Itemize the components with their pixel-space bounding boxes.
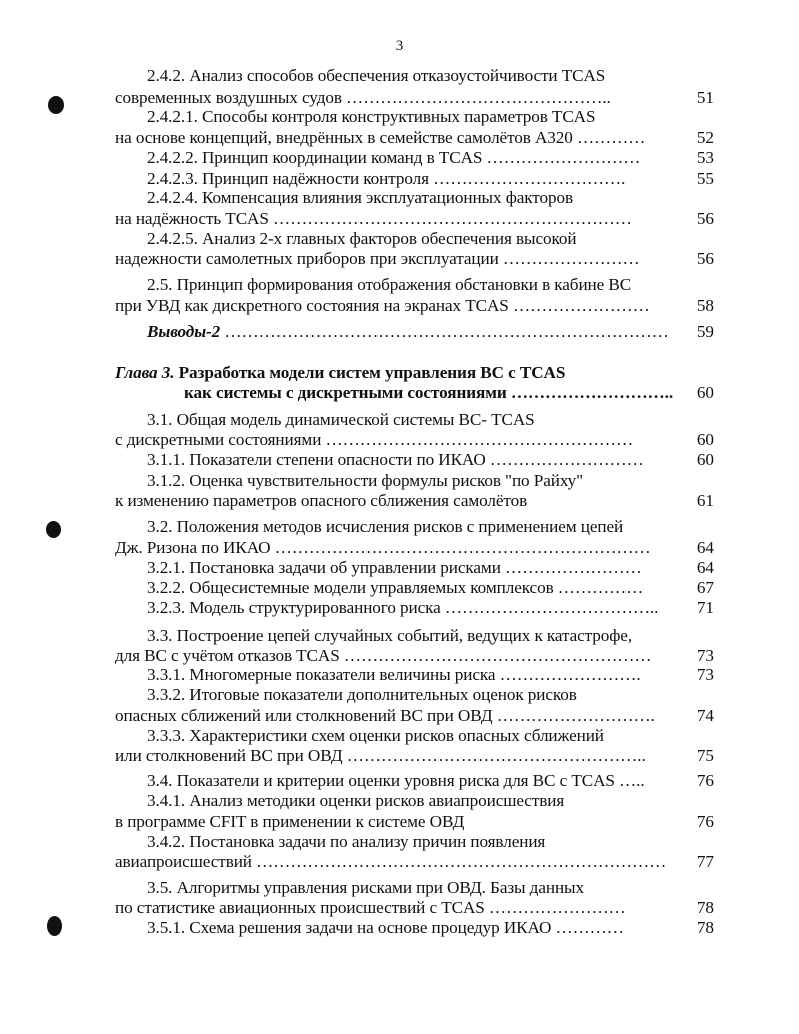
toc-entry-title: 3.1.2. Оценка чувствительности формулы рисков "по Райху" xyxy=(147,471,584,490)
toc-entry-title: 3.3.2. Итоговые показатели дополнительных оценок рисков xyxy=(147,685,577,704)
toc-entry-title: 2.5. Принцип формирования отображения обстановки в кабине ВС xyxy=(147,275,632,294)
toc-entry-title: 2.4.2.2. Принцип координации команд в TCAS ……………………… xyxy=(147,148,641,167)
toc-entry-title: 3.4.1. Анализ методики оценки рисков авиапроисшествия xyxy=(147,791,565,810)
toc-entry-title: 3.1. Общая модель динамической системы ВС- TCAS xyxy=(147,410,535,429)
toc-entry-page: 78 xyxy=(696,918,714,937)
toc-entry-page: 61 xyxy=(696,491,714,510)
toc-chapter-title-cont: как системы с дискретными состояниями ……………………….. xyxy=(184,383,674,402)
toc-entry-title-cont: на надёжность TCAS ……………………………………………………… xyxy=(115,209,632,228)
toc-entry-page: 75 xyxy=(696,746,714,765)
toc-entry-page: 60 xyxy=(696,430,714,449)
toc-entry-page: 64 xyxy=(696,538,714,557)
toc-entry-title: 3.5. Алгоритмы управления рисками при ОВД. Базы данных xyxy=(147,878,584,897)
toc-entry-title-cont: при УВД как дискретного состояния на экранах TCAS …………………… xyxy=(115,296,650,315)
toc-entry-title-cont: опасных сближений или столкновений ВС при ОВД ………………………. xyxy=(115,706,655,725)
toc-entry-title-cont: к изменению параметров опасного сближения самолётов xyxy=(115,491,528,510)
toc-entry-title: 3.2.1. Постановка задачи об управлении рисками …………………… xyxy=(147,558,642,577)
toc-entry-page: 76 xyxy=(696,771,714,790)
toc-conclusions-title: Выводы-2 xyxy=(147,322,221,341)
toc-entry-page: 73 xyxy=(696,665,714,684)
toc-entry-page: 52 xyxy=(696,128,714,147)
toc-entry-title-cont: с дискретными состояниями ……………………………………………… xyxy=(115,430,634,449)
toc-entry-page: 58 xyxy=(696,296,714,315)
toc-entry-page: 56 xyxy=(696,249,714,268)
toc-entry-title-cont: современных воздушных судов ……………………………………….. xyxy=(115,88,611,107)
toc-conclusions-entry xyxy=(147,322,669,342)
toc-entry-title: 3.1.1. Показатели степени опасности по ИКАО ……………………… xyxy=(147,450,644,469)
toc-entry-page: 74 xyxy=(696,706,714,725)
toc-entry-page: 64 xyxy=(696,558,714,577)
toc-entry-page: 73 xyxy=(696,646,714,665)
toc-entry-title: 3.4. Показатели и критерии оценки уровня риска для ВС с TCAS ….. xyxy=(147,771,645,790)
toc-entry-title: 2.4.2.1. Способы контроля конструктивных параметров TCAS xyxy=(147,107,596,126)
toc-entry-page: 60 xyxy=(696,383,714,402)
toc-entry-page: 67 xyxy=(696,578,714,597)
toc-entry-page: 71 xyxy=(696,598,714,617)
toc-entry-title: 2.4.2. Анализ способов обеспечения отказоустойчивости TCAS xyxy=(147,66,606,85)
toc-chapter-label: Глава 3. xyxy=(115,363,175,382)
toc-entry-title-cont: в программе CFIT в применении к системе ОВД xyxy=(115,812,465,831)
toc-entry-title-cont: Дж. Ризона по ИКАО ………………………………………………………… xyxy=(115,538,651,557)
toc-entry-title: 2.4.2.3. Принцип надёжности контроля ……………………………. xyxy=(147,169,626,188)
toc-entry-page: 55 xyxy=(696,169,714,188)
toc-entry-title: 2.4.2.4. Компенсация влияния эксплуатационных факторов xyxy=(147,188,573,207)
toc-entry-page: 51 xyxy=(696,88,714,107)
toc-entry-page: 78 xyxy=(696,898,714,917)
page-number: 3 xyxy=(395,38,404,54)
toc-entry-title: 3.3. Построение цепей случайных событий, ведущих к катастрофе, xyxy=(147,626,633,645)
toc-entry-title-cont: надежности самолетных приборов при эксплуатации …………………… xyxy=(115,249,640,268)
toc-entry-page: 76 xyxy=(696,812,714,831)
toc-entry-page: 53 xyxy=(696,148,714,167)
toc-entry-title-cont: по статистике авиационных происшествий с TCAS …………………… xyxy=(115,898,626,917)
toc-entry-title-cont: для ВС с учётом отказов TCAS ……………………………………………… xyxy=(115,646,652,665)
toc-entry-title-cont: на основе концепций, внедрённых в семействе самолётов А320 ………… xyxy=(115,128,646,147)
toc-entry-title: 3.2. Положения методов исчисления рисков с применением цепей xyxy=(147,517,624,536)
toc-entry-title: 3.3.1. Многомерные показатели величины риска ……………………. xyxy=(147,665,641,684)
toc-entry-title: 3.2.3. Модель структурированного риска ……………………………….. xyxy=(147,598,659,617)
toc-entry-page: 77 xyxy=(696,852,714,871)
toc-entry-title-cont: или столкновений ВС при ОВД …………………………………………….. xyxy=(115,746,646,765)
toc-entry-title-cont: авиапроисшествий ……………………………………………………………… xyxy=(115,852,667,871)
toc-entry-title: 2.4.2.5. Анализ 2-х главных факторов обеспечения высокой xyxy=(147,229,577,248)
toc-entry-page: 59 xyxy=(696,322,714,341)
toc-chapter-name: Разработка модели систем управления ВС с TCAS xyxy=(174,363,566,382)
toc-entry-page: 60 xyxy=(696,450,714,469)
toc-leader-dots: …………………………………………………………………… xyxy=(220,322,669,341)
toc-entry-title: 3.4.2. Постановка задачи по анализу причин появления xyxy=(147,832,546,851)
toc-entry-title: 3.2.2. Общесистемные модели управляемых комплексов …………… xyxy=(147,578,644,597)
toc-entry-title: 3.5.1. Схема решения задачи на основе процедур ИКАО ………… xyxy=(147,918,624,937)
toc-entry-page: 56 xyxy=(696,209,714,228)
toc-entry-title: 3.3.3. Характеристики схем оценки рисков опасных сближений xyxy=(147,726,604,745)
toc-chapter-title xyxy=(115,363,565,383)
